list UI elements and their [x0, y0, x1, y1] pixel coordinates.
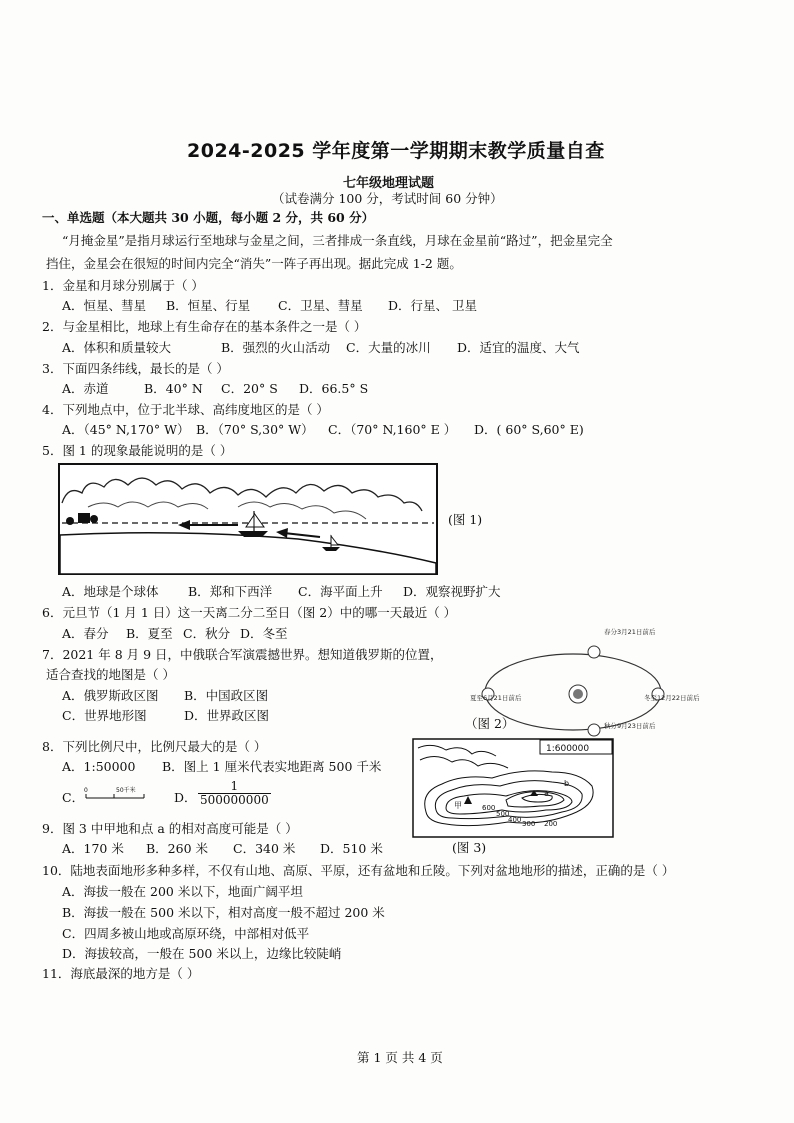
- q5-option-a: A．地球是个球体: [62, 584, 159, 599]
- section-heading: 一、单选题（本大题共 30 小题，每小题 2 分，共 60 分）: [42, 210, 375, 225]
- q7-stem-line-1: 7．2021 年 8 月 9 日，中俄联合军演震撼世界。想知道俄罗斯的位置，: [42, 647, 443, 662]
- figure-3-label: (图 3): [452, 840, 487, 855]
- q2-stem: 2．与金星相比，地球上有生命存在的基本条件之一是（ ）: [42, 319, 367, 334]
- q1-option-a: A．恒星、彗星: [62, 298, 147, 313]
- q8-option-b: B．图上 1 厘米代表实地距离 500 千米: [162, 759, 382, 774]
- figure-1-label: (图 1): [448, 512, 483, 527]
- fig2-winter-label: 冬至12月22日前后: [644, 694, 700, 702]
- q9-option-d: D．510 米: [320, 841, 383, 856]
- q3-option-c: C．20° S: [221, 381, 278, 396]
- q6-stem: 6．元旦节（1 月 1 日）这一天离二分二至日（图 2）中的哪一天最近（ ）: [42, 605, 457, 620]
- q2-option-d: D．适宜的温度、大气: [457, 340, 580, 355]
- fig3-contour-500: 500: [496, 810, 510, 818]
- q9-stem: 9．图 3 中甲地和点 a 的相对高度可能是（ ）: [42, 821, 298, 836]
- intro-line-2: 挡住，金星会在很短的时间内完全“消失”一阵子再出现。据此完成 1-2 题。: [46, 256, 462, 271]
- q8-option-a: A．1:50000: [62, 759, 136, 774]
- q10-option-d: D．海拔较高，一般在 500 米以上，边缘比较陡峭: [62, 946, 342, 961]
- q6-option-a: A．春分: [62, 626, 109, 641]
- q3-option-a: A．赤道: [62, 381, 109, 396]
- fig2-spring-label: 春分3月21日前后: [604, 628, 656, 636]
- q5-stem: 5．图 1 的现象最能说明的是（ ）: [42, 443, 233, 458]
- q5-option-d: D．观察视野扩大: [403, 584, 501, 599]
- fig3-point-a: a: [544, 789, 549, 798]
- figure-3-contour-map: [412, 738, 614, 838]
- q10-option-b: B．海拔一般在 500 米以下，相对高度一般不超过 200 米: [62, 905, 385, 920]
- exam-subtitle: 七年级地理试题: [343, 176, 435, 191]
- exam-note: （试卷满分 100 分，考试时间 60 分钟）: [272, 191, 503, 206]
- q10-option-a: A．海拔一般在 200 米以下，地面广阔平坦: [62, 884, 303, 899]
- q7-option-b: B．中国政区图: [184, 688, 269, 703]
- q8-fraction-denominator: 500000000: [200, 793, 269, 807]
- q3-option-b: B．40° N: [144, 381, 203, 396]
- q2-option-a: A．体积和质量较大: [62, 340, 172, 355]
- q9-option-a: A．170 米: [62, 841, 124, 856]
- q1-option-b: B．恒星、行星: [166, 298, 251, 313]
- q8-scale-zero: 0: [84, 787, 88, 794]
- q8-option-c-scale-bar: [84, 784, 154, 804]
- q1-option-d: D．行星、 卫星: [388, 298, 477, 313]
- q5-option-c: C．海平面上升: [298, 584, 383, 599]
- q7-option-a: A．俄罗斯政区图: [62, 688, 159, 703]
- q1-option-c: C．卫星、彗星: [278, 298, 363, 313]
- intro-line-1: “月掩金星”是指月球运行至地球与金星之间，三者排成一条直线，月球在金星前“路过”，把金星完全: [62, 233, 613, 248]
- q7-option-c: C．世界地形图: [62, 708, 147, 723]
- fig3-jia-label: 甲: [454, 801, 462, 810]
- q8-scale-unit: 50千米: [116, 787, 136, 794]
- q10-option-c: C．四周多被山地或高原环绕，中部相对低平: [62, 926, 310, 941]
- q4-option-c: C．（70° N,160° E ）: [328, 422, 457, 437]
- q8-option-d-label: D．: [174, 790, 197, 805]
- page-footer: 第 1 页 共 4 页: [357, 1050, 443, 1065]
- fig2-autumn-label: 秋分9月23日前后: [604, 722, 656, 730]
- fig3-scale-label: 1:600000: [546, 744, 590, 754]
- q6-option-b: B．夏至: [126, 626, 173, 641]
- q8-fraction-numerator: 1: [198, 780, 271, 794]
- fig3-contour-200: 200: [544, 820, 558, 828]
- fig3-point-b: b: [564, 779, 570, 788]
- q11-stem: 11．海底最深的地方是（ ）: [42, 966, 200, 981]
- fig3-contour-300: 300: [522, 820, 536, 828]
- q1-stem: 1．金星和月球分别属于（ ）: [42, 278, 204, 293]
- q4-option-a: A．（45° N,170° W）: [62, 422, 190, 437]
- q7-option-d: D．世界政区图: [184, 708, 270, 723]
- q8-option-c-label: C．: [62, 790, 85, 805]
- fig3-contour-600: 600: [482, 804, 496, 812]
- fig2-summer-label: 夏至6月21日前后: [470, 694, 522, 702]
- q4-option-d: D．( 60° S,60° E): [474, 422, 584, 437]
- fig3-contour-400: 400: [508, 816, 522, 824]
- q2-option-b: B．强烈的火山活动: [221, 340, 331, 355]
- q9-option-b: B．260 米: [146, 841, 209, 856]
- exam-title: 2024-2025 学年度第一学期期末教学质量自查: [187, 140, 605, 162]
- q5-option-b: B．郑和下西洋: [188, 584, 273, 599]
- q4-stem: 4．下列地点中，位于北半球、高纬度地区的是（ ）: [42, 402, 329, 417]
- q8-option-d-fraction: [198, 780, 271, 807]
- q10-stem: 10．陆地表面地形多种多样，不仅有山地、高原、平原，还有盆地和丘陵。下列对盆地地形的描述，正确的是（ ）: [42, 863, 675, 878]
- q8-stem: 8．下列比例尺中，比例尺最大的是（ ）: [42, 739, 267, 754]
- q6-option-c: C．秋分: [183, 626, 231, 641]
- figure-2-label: （图 2）: [465, 716, 515, 731]
- q7-stem-line-2: 适合查找的地图是（ ）: [46, 667, 175, 682]
- q9-option-c: C．340 米: [233, 841, 296, 856]
- q4-option-b: B．（70° S,30° W）: [196, 422, 314, 437]
- figure-1-ship-horizon: [58, 463, 438, 575]
- q3-option-d: D．66.5° S: [299, 381, 369, 396]
- q2-option-c: C．大量的冰川: [346, 340, 431, 355]
- q6-option-d: D．冬至: [240, 626, 288, 641]
- q3-stem: 3．下面四条纬线，最长的是（ ）: [42, 361, 229, 376]
